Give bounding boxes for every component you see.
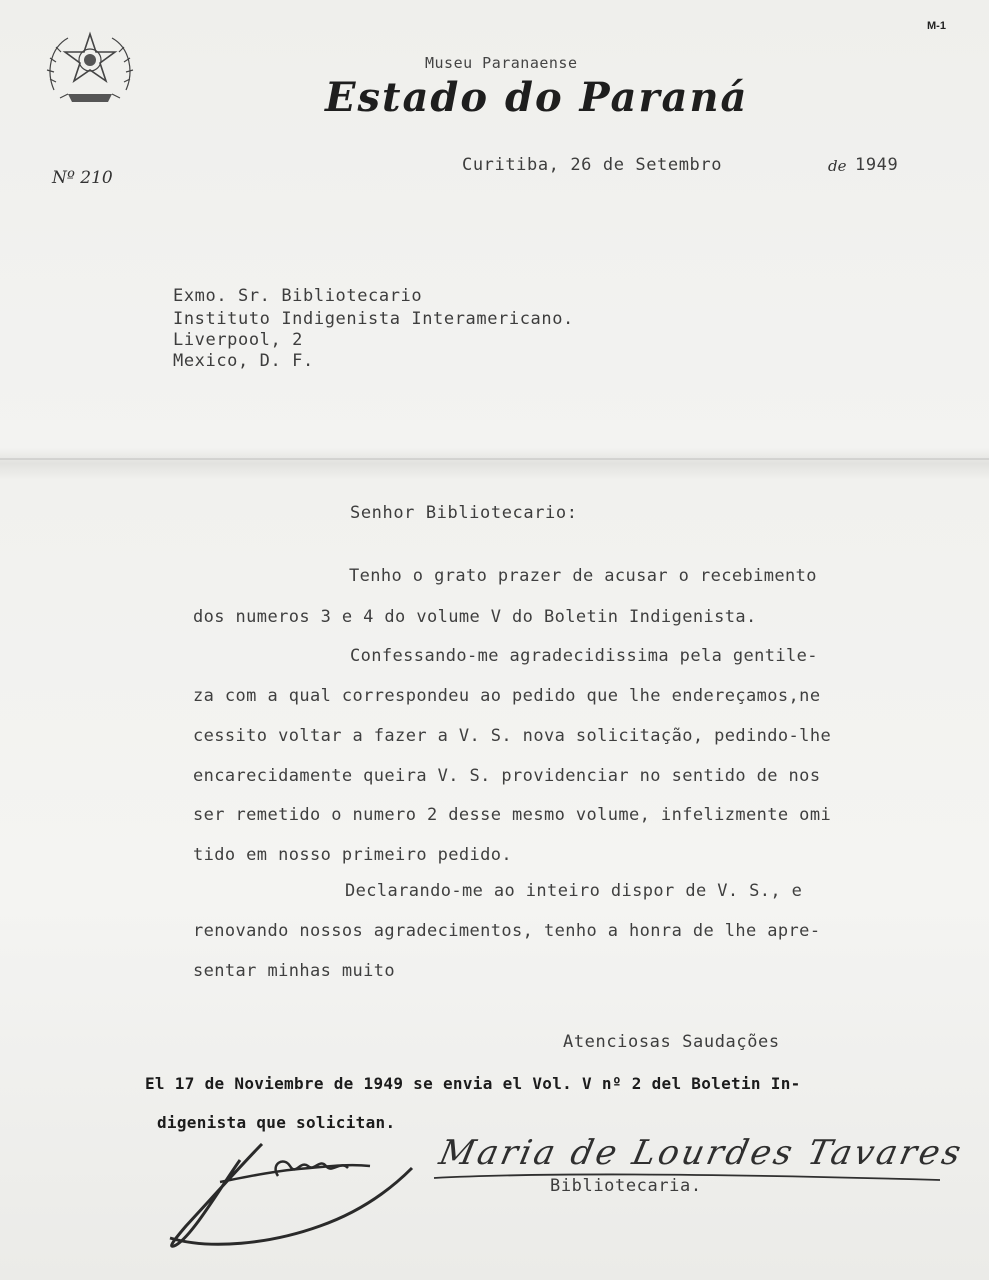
body-line: za com a qual correspondeu ao pedido que lhe endereçamos,ne <box>193 686 821 706</box>
closing: Atenciosas Saudações <box>563 1032 780 1052</box>
body-line: sentar minhas muito <box>193 961 396 981</box>
body-line: Declarando-me ao inteiro dispor de V. S., e <box>345 881 803 901</box>
paper-fold <box>0 458 989 460</box>
signatory-title: Bibliotecaria. <box>550 1176 702 1196</box>
body-line: Tenho o grato prazer de acusar o recebimento <box>349 566 817 586</box>
coat-of-arms-icon <box>42 28 138 112</box>
year-prefix: de <box>828 157 847 175</box>
annotation-line: digenista que solicitan. <box>157 1113 396 1132</box>
initials-signature <box>150 1130 430 1260</box>
reference-number: Nº 210 <box>52 168 113 188</box>
body-line: renovando nossos agradecimentos, tenho a honra de lhe apre- <box>193 921 821 941</box>
museum-name: Museu Paranaense <box>425 54 578 72</box>
recipient-line: Mexico, D. F. <box>173 351 314 371</box>
body-line: encarecidamente queira V. S. providenciar no sentido de nos <box>193 766 821 786</box>
body-line: cessito voltar a fazer a V. S. nova solicitação, pedindo-lhe <box>193 726 832 746</box>
body-line: Confessando-me agradecidissima pela gentile- <box>350 646 818 666</box>
salutation: Senhor Bibliotecario: <box>350 503 578 523</box>
annotation-line: El 17 de Noviembre de 1949 se envia el Vol. V nº 2 del Boletin In- <box>145 1074 801 1093</box>
recipient-line: Exmo. Sr. Bibliotecario <box>173 286 423 306</box>
body-line: tido em nosso primeiro pedido. <box>193 845 513 865</box>
signature: Maria de Lourdes Tavares <box>435 1133 968 1173</box>
body-line: ser remetido o numero 2 desse mesmo volume, infelizmente omi <box>193 805 832 825</box>
letterhead-title: Estado do Paraná <box>325 74 749 121</box>
form-code: M-1 <box>927 20 946 32</box>
recipient-line: Instituto Indigenista Interamericano. <box>173 309 574 329</box>
recipient-line: Liverpool, 2 <box>173 330 304 350</box>
year: 1949 <box>855 155 899 175</box>
body-line: dos numeros 3 e 4 do volume V do Boletin Indigenista. <box>193 607 757 627</box>
place-date: Curitiba, 26 de Setembro <box>462 155 723 175</box>
